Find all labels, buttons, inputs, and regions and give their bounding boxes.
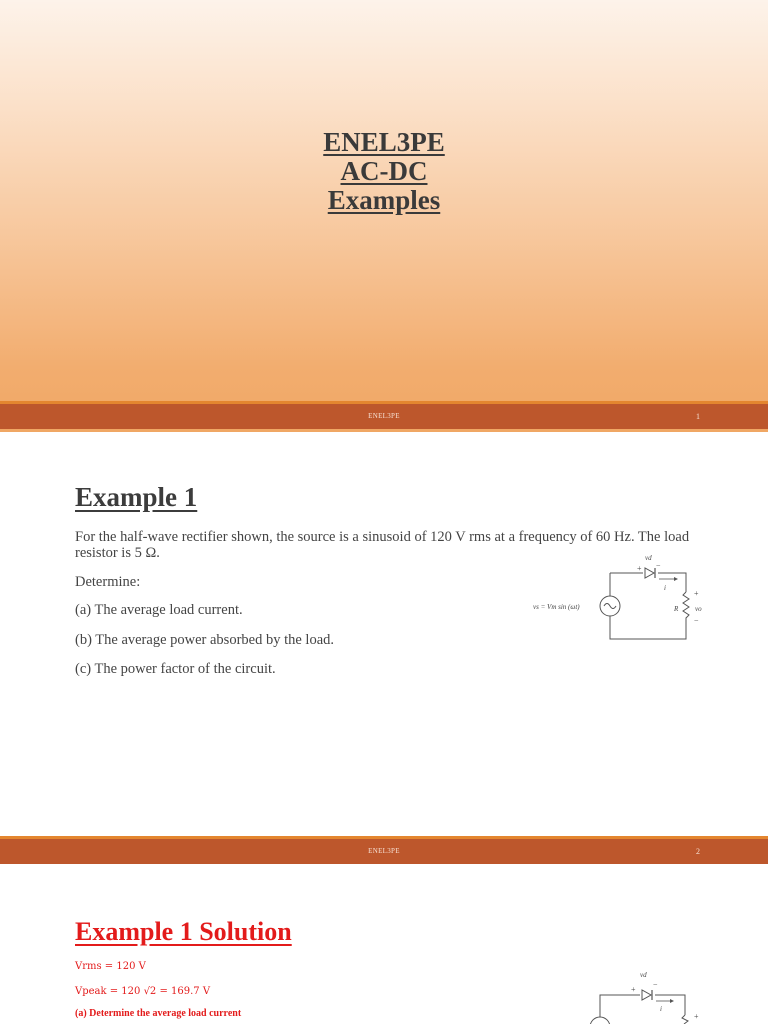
title-line-examples: Examples — [327, 185, 441, 215]
determine-label: Determine: — [75, 574, 141, 590]
ac-source-icon — [590, 1017, 610, 1024]
question-c: (c) The power factor of the circuit. — [75, 661, 276, 677]
problem-statement: For the half-wave rectifier shown, the source is a sinusoid of 120 V rms at a frequency of 60 Hz. The load resistor is 5 Ω. — [75, 529, 690, 561]
current-label: i — [664, 584, 666, 592]
resistor-icon — [683, 592, 689, 622]
source-label: vs = Vm sin (ωt) — [533, 603, 580, 611]
solution-subheading: (a) Determine the average load current — [75, 1008, 242, 1019]
diode-icon — [642, 990, 651, 1000]
diode-icon — [645, 568, 654, 578]
title-slide — [0, 0, 768, 432]
diode-plus: + — [637, 564, 642, 573]
slide-footer — [0, 401, 768, 429]
current-label: i — [660, 1005, 662, 1013]
rectifier-circuit-partial — [560, 965, 710, 1024]
output-minus: − — [694, 616, 699, 625]
page-number: 2 — [696, 847, 700, 856]
resistor-label: R — [674, 605, 679, 613]
title-line-topic: AC-DC — [340, 156, 428, 186]
diode-plus: + — [631, 985, 636, 994]
diode-voltage-label: vd — [640, 971, 647, 979]
equation-vpeak: Vpeak = 120 √2 = 169.7 V — [75, 986, 211, 997]
footer-text: ENEL3PE — [368, 847, 400, 855]
question-b: (b) The average power absorbed by the load. — [75, 632, 335, 648]
output-plus: + — [694, 1012, 699, 1021]
equation-vrms: Vrms = 120 V — [75, 961, 146, 972]
output-voltage-label: vo — [695, 605, 702, 613]
diode-minus: − — [653, 980, 658, 989]
solution-heading: Example 1 Solution — [75, 917, 292, 946]
example-slide — [0, 432, 768, 865]
diode-minus: − — [656, 561, 661, 570]
slide-title — [0, 128, 768, 215]
slide-footer — [0, 836, 768, 864]
output-plus: + — [694, 589, 699, 598]
diode-voltage-label: vd — [645, 554, 652, 562]
page-number: 1 — [696, 412, 700, 421]
solution-slide — [0, 865, 768, 1024]
question-a: (a) The average load current. — [75, 602, 243, 618]
example-heading: Example 1 — [75, 482, 198, 512]
half-wave-rectifier-circuit — [528, 550, 718, 650]
title-line-course: ENEL3PE — [323, 127, 445, 157]
footer-text: ENEL3PE — [368, 412, 400, 420]
